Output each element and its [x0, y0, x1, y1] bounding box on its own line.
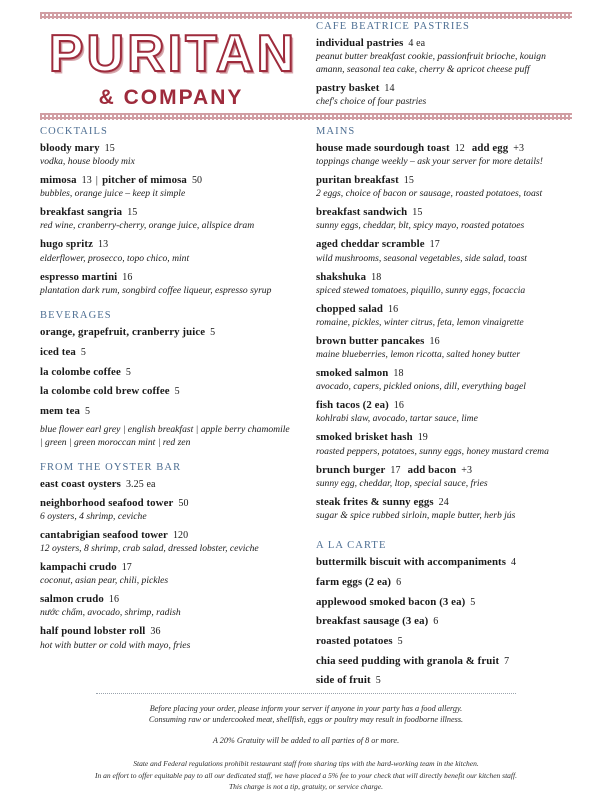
menu-item: [40, 405, 292, 449]
menu-item-name: steak frites & sunny eggs: [316, 495, 434, 508]
menu-item-name-row: [316, 576, 572, 589]
menu-item-name: breakfast sandwich: [316, 206, 408, 219]
menu-item-name: side of fruit: [316, 674, 371, 687]
menu-item: [316, 674, 572, 687]
footer-divider: [96, 693, 516, 694]
menu-page: [0, 12, 612, 804]
menu-item-name-row: [40, 174, 292, 187]
menu-item-description: nước chấm, avocado, shrimp, radish: [40, 607, 181, 619]
header-row: [40, 19, 572, 110]
menu-item: [40, 625, 292, 652]
menu-item-price: 5: [80, 346, 86, 358]
menu-item-name: fish tacos (2 ea): [316, 399, 389, 412]
menu-item-price: 5: [125, 366, 131, 378]
menu-item-price: 3.25 ea: [125, 479, 156, 491]
menu-item-name: buttermilk biscuit with accompaniments: [316, 556, 507, 569]
menu-item-name: smoked salmon: [316, 367, 389, 380]
menu-item-name: chia seed pudding with granola & fruit: [316, 654, 500, 667]
menu-item-name: chopped salad: [316, 302, 384, 315]
menu-item-description: spiced stewed tomatoes, piquillo, sunny eggs, focaccia: [316, 284, 526, 296]
decorative-hatch-band-top: [40, 12, 572, 19]
menu-item-addon: add egg: [471, 141, 509, 154]
menu-item-price: 17: [429, 239, 440, 251]
cocktails-section: [40, 126, 292, 297]
menu-item-addon-price: +3: [461, 464, 473, 476]
menu-item-name-row: [316, 496, 572, 509]
menu-item-description: peanut butter breakfast cookie, passionfruit brioche, kouign amann, seasonal tea cake, cherry & apricot cheese puff: [316, 51, 546, 75]
menu-item: [316, 556, 572, 569]
menu-item-price: 16: [388, 303, 399, 315]
menu-item: [316, 576, 572, 589]
kitchen-fee-notice: [40, 758, 572, 792]
menu-item-name: half pound lobster roll: [40, 625, 146, 638]
menu-item-price: 16: [429, 335, 440, 347]
menu-item-name: bloody mary: [40, 141, 100, 154]
menu-item-name-row: [40, 271, 292, 284]
menu-item-name: breakfast sangria: [40, 206, 123, 219]
menu-item-description: blue flower earl grey | english breakfast | apple berry chamomile | green | green moroccan mint | red zen: [40, 424, 290, 448]
menu-item-name: individual pastries: [316, 37, 404, 49]
menu-item-name-row: [316, 655, 572, 668]
menu-item-name: brunch burger: [316, 463, 386, 476]
menu-item-name-row: [316, 37, 572, 50]
menu-item-description: coconut, asian pear, chili, pickles: [40, 575, 169, 587]
menu-item: [316, 431, 572, 458]
menu-item-description: plantation dark rum, songbird coffee liqueur, espresso syrup: [40, 284, 272, 296]
menu-item-name: la colombe cold brew coffee: [40, 385, 170, 398]
menu-item-name-row: [316, 238, 572, 251]
menu-item-price: 15: [127, 207, 138, 219]
menu-item-price: 13: [81, 175, 92, 187]
menu-item-name: neighborhood seafood tower: [40, 496, 174, 509]
menu-item-name-row: [40, 366, 292, 379]
menu-item: [40, 174, 292, 201]
menu-item-name: salmon crudo: [40, 593, 104, 606]
menu-item-name: shakshuka: [316, 270, 367, 283]
menu-item-name-row: [316, 206, 572, 219]
menu-item: [316, 596, 572, 609]
menu-item-price: 5: [397, 636, 403, 648]
kitchen-fee-line-1: State and Federal regulations prohibit restaurant staff from sharing tips with the hard-working team in the kitchen.: [133, 759, 479, 769]
menu-item-name-row: [40, 593, 292, 606]
menu-item-description: elderflower, prosecco, topo chico, mint: [40, 252, 190, 264]
menu-item-description: red wine, cranberry-cherry, orange juice, allspice dram: [40, 220, 255, 232]
menu-item-name: la colombe coffee: [40, 365, 121, 378]
menu-item-description: chef's choice of four pastries: [316, 95, 427, 107]
menu-item-addon: add bacon: [407, 463, 457, 476]
menu-item-name: puritan breakfast: [316, 174, 399, 187]
menu-item-name: house made sourdough toast: [316, 141, 450, 154]
menu-item-price-alt: 50: [191, 175, 203, 187]
menu-item-price: 6: [433, 616, 439, 628]
menu-item: [316, 367, 572, 394]
menu-item: [316, 635, 572, 648]
menu-item-price: 14: [384, 82, 395, 94]
menu-item-name: applewood smoked bacon (3 ea): [316, 595, 466, 608]
menu-item: [316, 335, 572, 362]
menu-item-price: 5: [210, 327, 216, 339]
menu-item-description: 12 oysters, 8 shrimp, crab salad, dressed lobster, ceviche: [40, 543, 259, 555]
menu-item-price: 5: [174, 386, 180, 398]
section-title-pastries: CAFE BEATRICE PASTRIES: [316, 21, 470, 32]
menu-item-separator: |: [95, 174, 99, 187]
menu-item-name-row: [40, 238, 292, 251]
menu-item-name: kampachi crudo: [40, 561, 117, 574]
menu-item: [40, 497, 292, 524]
kitchen-fee-line-3: This charge is not a tip, gratuity, or service charge.: [228, 781, 383, 791]
menu-item-name-row: [316, 335, 572, 348]
menu-item-price: 13: [98, 239, 109, 251]
menu-item-name-row: [316, 596, 572, 609]
menu-item: [40, 326, 292, 339]
menu-item-price: 18: [371, 271, 382, 283]
menu-item-price: 50: [178, 497, 189, 509]
menu-item-name-row: [316, 142, 572, 155]
menu-item-description: 2 eggs, choice of bacon or sausage, roasted potatoes, toast: [316, 188, 543, 200]
menu-item-price: 4: [511, 557, 517, 569]
menu-item-name: aged cheddar scramble: [316, 238, 425, 251]
menu-item-name: brown butter pancakes: [316, 334, 425, 347]
menu-item-name-row: [316, 431, 572, 444]
menu-item-name-row: [316, 615, 572, 628]
menu-item-price: 17: [121, 562, 132, 574]
menu-item-price: 16: [393, 400, 404, 412]
menu-item-name-row: [316, 556, 572, 569]
gratuity-text: A 20% Gratuity will be added to all parties of 8 or more.: [212, 736, 400, 746]
menu-item: [316, 615, 572, 628]
pastries-section: [302, 19, 572, 108]
decorative-hatch-band-middle: [40, 113, 572, 120]
menu-item-name-row: [40, 326, 292, 339]
menu-item-name-row: [316, 635, 572, 648]
menu-item-price: 18: [393, 368, 404, 380]
menu-item-name: cantabrigian seafood tower: [40, 528, 168, 541]
menu-item-name-row: [40, 529, 292, 542]
menu-item-name-row: [40, 625, 292, 638]
menu-item: [316, 271, 572, 298]
menu-item-description: hot with butter or cold with mayo, fries: [40, 639, 191, 651]
menu-item: [40, 529, 292, 556]
menu-item-name-row: [40, 346, 292, 359]
menu-item-name: hugo spritz: [40, 238, 93, 251]
section-title-mains: MAINS: [316, 125, 356, 137]
menu-item-name: orange, grapefruit, cranberry juice: [40, 326, 206, 339]
menu-item-price: 19: [417, 432, 428, 444]
menu-item-description: sunny egg, cheddar, ltop, special sauce, fries: [316, 477, 488, 489]
menu-item-name: roasted potatoes: [316, 635, 393, 648]
menu-item-price: 24: [438, 496, 449, 508]
a-la-carte-section: [316, 540, 572, 687]
menu-item-description: maine blueberries, lemon ricotta, salted honey butter: [316, 349, 521, 361]
menu-item: [40, 238, 292, 265]
menu-item-price: 7: [504, 655, 510, 667]
menu-item-description: sugar & spice rubbed sirloin, maple butter, herb jús: [316, 509, 516, 521]
allergy-line-1: Before placing your order, please inform your server if anyone in your party has a food allergy.: [149, 703, 463, 713]
footer: [40, 693, 572, 792]
menu-item-addon-price: +3: [513, 142, 525, 154]
menu-item-name: mimosa: [40, 174, 77, 187]
menu-item: [40, 385, 292, 398]
menu-item-name-row: [316, 271, 572, 284]
allergy-line-2: Consuming raw or undercooked meat, shellfish, eggs or poultry may result in foodborne illness.: [148, 715, 464, 725]
menu-item-name-row: [40, 385, 292, 398]
menu-item: [316, 303, 572, 330]
section-title-oyster-bar: FROM THE OYSTER BAR: [40, 462, 182, 474]
menu-item-price: 16: [122, 271, 133, 283]
menu-item-description: vodka, house bloody mix: [40, 156, 135, 168]
menu-item-name-row: [40, 497, 292, 510]
menu-item: [40, 478, 292, 491]
menu-item-price: 5: [470, 596, 476, 608]
section-title-beverages: BEVERAGES: [40, 310, 112, 322]
oyster-bar-section: [40, 462, 292, 652]
menu-item-name-row: [316, 303, 572, 316]
menu-item-name-row: [40, 405, 292, 418]
menu-item-price: 12: [454, 142, 465, 154]
menu-item-description: kohlrabi slaw, avocado, tartar sauce, lime: [316, 413, 478, 425]
menu-item-name-row: [316, 464, 572, 477]
menu-item-name: east coast oysters: [40, 478, 121, 491]
menu-item-price: 16: [108, 594, 120, 606]
menu-item: [316, 655, 572, 668]
gratuity-notice: [40, 735, 572, 747]
menu-item-price: 15: [412, 207, 423, 219]
menu-item-name-row: [40, 478, 292, 491]
menu-item: [40, 271, 292, 298]
menu-item-name: pastry basket: [316, 81, 380, 94]
menu-item-name: smoked brisket hash: [316, 431, 413, 444]
menu-item-name-row: [40, 142, 292, 155]
menu-item-name: espresso martini: [40, 270, 118, 283]
menu-item: [316, 174, 572, 201]
menu-item: [40, 561, 292, 588]
menu-item-name: farm eggs (2 ea): [316, 576, 392, 589]
menu-item: [40, 593, 292, 620]
right-column: [302, 126, 572, 694]
menu-item-price: 15: [403, 175, 414, 187]
menu-item: [316, 464, 572, 491]
menu-item: [40, 206, 292, 233]
left-column: [40, 126, 302, 652]
menu-item: [316, 37, 572, 76]
menu-item: [316, 142, 572, 169]
menu-item-name-row: [316, 82, 572, 95]
menu-item-name: breakfast sausage (3 ea): [316, 615, 429, 628]
menu-item-name: iced tea: [40, 345, 76, 358]
menu-item-description: 6 oysters, 4 shrimp, ceviche: [40, 510, 147, 522]
menu-item: [316, 238, 572, 265]
menu-item-description: bubbles, orange juice – keep it simple: [40, 188, 186, 200]
section-title-a-la-carte: A LA CARTE: [316, 540, 387, 552]
menu-item-description: wild mushrooms, seasonal vegetables, side salad, toast: [316, 252, 527, 264]
menu-item-description: toppings change weekly – ask your server for more details!: [316, 156, 543, 168]
menu-columns: [40, 126, 572, 694]
menu-item-name: mem tea: [40, 404, 80, 417]
brand-logo: [40, 19, 302, 110]
menu-item: [40, 142, 292, 169]
menu-item-price: 5: [375, 675, 381, 687]
menu-item-name-row: [316, 674, 572, 687]
menu-item-name-alt: pitcher of mimosa: [102, 174, 187, 187]
menu-item: [316, 399, 572, 426]
menu-item-price: 6: [396, 577, 402, 589]
menu-item: [40, 346, 292, 359]
beverages-section: [40, 310, 292, 449]
menu-item-name-row: [40, 206, 292, 219]
menu-item-price: 15: [104, 142, 115, 154]
brand-suffix: & COMPANY: [98, 85, 244, 109]
menu-item-name-row: [40, 561, 292, 574]
menu-item-name-row: [316, 399, 572, 412]
kitchen-fee-line-2: In an effort to offer equitable pay to all our dedicated staff, we have placed a 5% fee to your check that will directly benefit our kitchen staff.: [95, 770, 517, 780]
menu-item-price: 36: [150, 626, 161, 638]
menu-item-description: romaine, pickles, winter citrus, feta, lemon vinaigrette: [316, 316, 524, 328]
mains-section: [316, 126, 572, 522]
allergy-notice: [40, 703, 572, 727]
section-title-cocktails: COCKTAILS: [40, 125, 108, 137]
menu-item-name-row: [316, 367, 572, 380]
menu-item-description: roasted peppers, potatoes, sunny eggs, honey mustard crema: [316, 445, 549, 457]
menu-item: [40, 366, 292, 379]
menu-item-price: 4 ea: [408, 38, 426, 49]
menu-item-price: 120: [172, 529, 189, 541]
menu-item-price: 17: [390, 464, 401, 476]
menu-item-name-row: [316, 174, 572, 187]
menu-item: [316, 82, 572, 109]
menu-item-description: avocado, capers, pickled onions, dill, everything bagel: [316, 381, 526, 393]
menu-item: [316, 496, 572, 523]
menu-item-price: 5: [84, 405, 91, 417]
brand-name: PURITAN: [48, 25, 298, 83]
menu-item: [316, 206, 572, 233]
menu-item-description: sunny eggs, cheddar, blt, spicy mayo, roasted potatoes: [316, 220, 525, 232]
